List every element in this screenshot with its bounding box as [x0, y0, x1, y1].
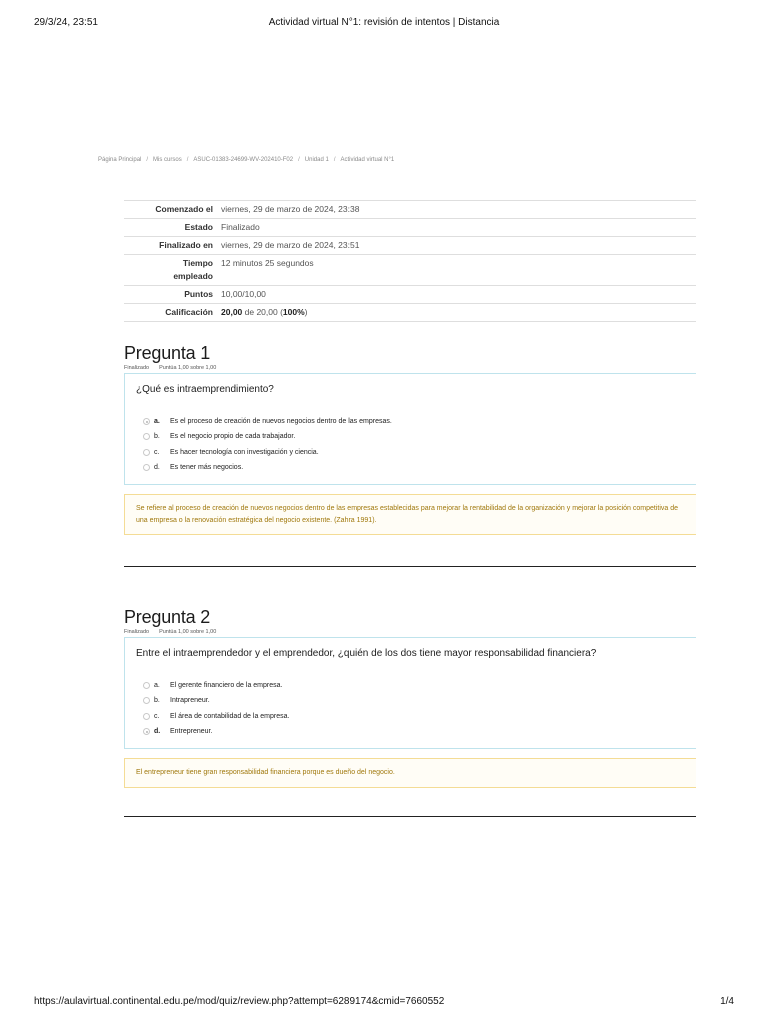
- summary-label-line: empleado: [173, 271, 213, 281]
- answer-option-a[interactable]: [136, 678, 684, 693]
- question-text: ¿Qué es intraemprendimiento?: [136, 384, 274, 395]
- breadcrumb: [98, 157, 394, 163]
- summary-value: Finalizado: [218, 219, 696, 237]
- question-feedback: El entrepreneur tiene gran responsabilidad financiera porque es dueño del negocio.: [124, 758, 696, 788]
- summary-label: Calificación: [124, 304, 218, 322]
- breadcrumb-separator: /: [146, 157, 149, 163]
- print-datetime: 29/3/24, 23:51: [34, 17, 98, 28]
- answer-letter: b.: [154, 433, 160, 441]
- answer-text: El gerente financiero de la empresa.: [170, 682, 283, 690]
- radio-button[interactable]: [143, 682, 150, 689]
- grade-percent: 100%: [282, 307, 305, 317]
- question-box: [124, 373, 696, 485]
- answer-letter: d.: [154, 728, 161, 736]
- print-url: https://aulavirtual.continental.edu.pe/mod/quiz/review.php?attempt=6289174&cmid=7660552: [34, 996, 445, 1007]
- summary-row-started: [124, 201, 696, 219]
- answer-option-d[interactable]: [136, 724, 684, 739]
- answer-option-a[interactable]: [136, 414, 684, 429]
- grade-close: ): [304, 307, 308, 317]
- summary-label: Comenzado el: [124, 201, 218, 219]
- print-page-title: Actividad virtual N°1: revisión de intentos | Distancia: [268, 17, 500, 28]
- radio-button-selected[interactable]: [143, 728, 150, 735]
- radio-button[interactable]: [143, 697, 150, 704]
- radio-button[interactable]: [143, 449, 150, 456]
- print-footer: [34, 996, 734, 1010]
- question-divider: [124, 566, 696, 567]
- question-2: [124, 607, 696, 788]
- radio-button[interactable]: [143, 433, 150, 440]
- summary-row-time: [124, 255, 696, 286]
- print-header: [34, 17, 734, 31]
- summary-row-points: [124, 286, 696, 304]
- summary-row-state: [124, 219, 696, 237]
- breadcrumb-separator: /: [333, 157, 336, 163]
- answer-letter: a.: [154, 682, 160, 690]
- answer-text: El área de contabilidad de la empresa.: [170, 712, 290, 720]
- question-score: Puntúa 1,00 sobre 1,00: [159, 365, 217, 371]
- answer-letter: d.: [154, 464, 160, 472]
- answer-option-d[interactable]: [136, 460, 684, 475]
- answer-text: Es tener más negocios.: [170, 464, 244, 472]
- grade-score: 20,00: [221, 307, 243, 317]
- print-page-number: 1/4: [720, 996, 734, 1007]
- answer-text: Entrepreneur.: [170, 728, 213, 736]
- summary-value: viernes, 29 de marzo de 2024, 23:38: [218, 201, 696, 219]
- summary-row-grade: [124, 304, 696, 322]
- question-divider: [124, 816, 696, 817]
- radio-button[interactable]: [143, 464, 150, 471]
- breadcrumb-separator: /: [298, 157, 300, 163]
- answer-option-b[interactable]: [136, 693, 684, 708]
- summary-label-line: Tiempo: [182, 258, 213, 268]
- summary-value: 10,00/10,00: [218, 286, 696, 304]
- summary-label: [124, 255, 218, 286]
- summary-value: 12 minutos 25 segundos: [218, 255, 696, 286]
- summary-label: Finalizado en: [124, 237, 218, 255]
- answer-letter: c.: [154, 448, 160, 456]
- answer-option-c[interactable]: [136, 445, 684, 460]
- question-title: Pregunta 2: [124, 607, 211, 627]
- question-title: Pregunta 1: [124, 343, 211, 363]
- breadcrumb-activity[interactable]: Actividad virtual N°1: [340, 157, 395, 163]
- question-status: Finalizado: [124, 365, 150, 371]
- summary-value: [218, 304, 696, 322]
- grade-out-of: de 20,00 (: [242, 307, 283, 317]
- answer-list: [136, 414, 684, 475]
- question-meta: [124, 365, 696, 372]
- breadcrumb-my-courses[interactable]: Mis cursos: [153, 157, 182, 163]
- answer-letter: c.: [154, 712, 160, 720]
- answer-list: [136, 678, 684, 739]
- question-text: Entre el intraemprendedor y el emprendedor, ¿quién de los dos tiene mayor responsabilidad financiera?: [136, 648, 597, 659]
- summary-label: Puntos: [124, 286, 218, 304]
- breadcrumb-course[interactable]: ASUC-01383-24699-WV-202410-F02: [193, 157, 294, 163]
- answer-text: Es hacer tecnología con investigación y ciencia.: [170, 448, 319, 456]
- question-1: [124, 343, 696, 535]
- answer-letter: b.: [154, 697, 160, 705]
- answer-text: Es el negocio propio de cada trabajador.: [170, 433, 296, 441]
- question-score: Puntúa 1,00 sobre 1,00: [159, 629, 217, 635]
- question-feedback: Se refiere al proceso de creación de nuevos negocios dentro de las empresas establecidas para mejorar la rentabilidad de la organización y mejorar la posición competitiva de una empresa o la renovación estratégica del negocio existente. (Zahra 1991).: [124, 494, 696, 535]
- answer-letter: a.: [154, 418, 160, 426]
- breadcrumb-unit[interactable]: Unidad 1: [304, 157, 329, 163]
- breadcrumb-separator: /: [186, 157, 189, 163]
- summary-value: viernes, 29 de marzo de 2024, 23:51: [218, 237, 696, 255]
- answer-text: Intrapreneur.: [170, 697, 210, 705]
- answer-option-c[interactable]: [136, 709, 684, 724]
- question-status: Finalizado: [124, 629, 150, 635]
- summary-row-finished: [124, 237, 696, 255]
- breadcrumb-home[interactable]: Página Principal: [98, 157, 142, 163]
- answer-text: Es el proceso de creación de nuevos negocios dentro de las empresas.: [170, 418, 392, 426]
- answer-option-b[interactable]: [136, 429, 684, 444]
- radio-button-selected[interactable]: [143, 418, 150, 425]
- summary-label: Estado: [124, 219, 218, 237]
- question-meta: [124, 629, 696, 636]
- radio-button[interactable]: [143, 713, 150, 720]
- attempt-summary-table: [124, 200, 696, 322]
- question-box: [124, 637, 696, 749]
